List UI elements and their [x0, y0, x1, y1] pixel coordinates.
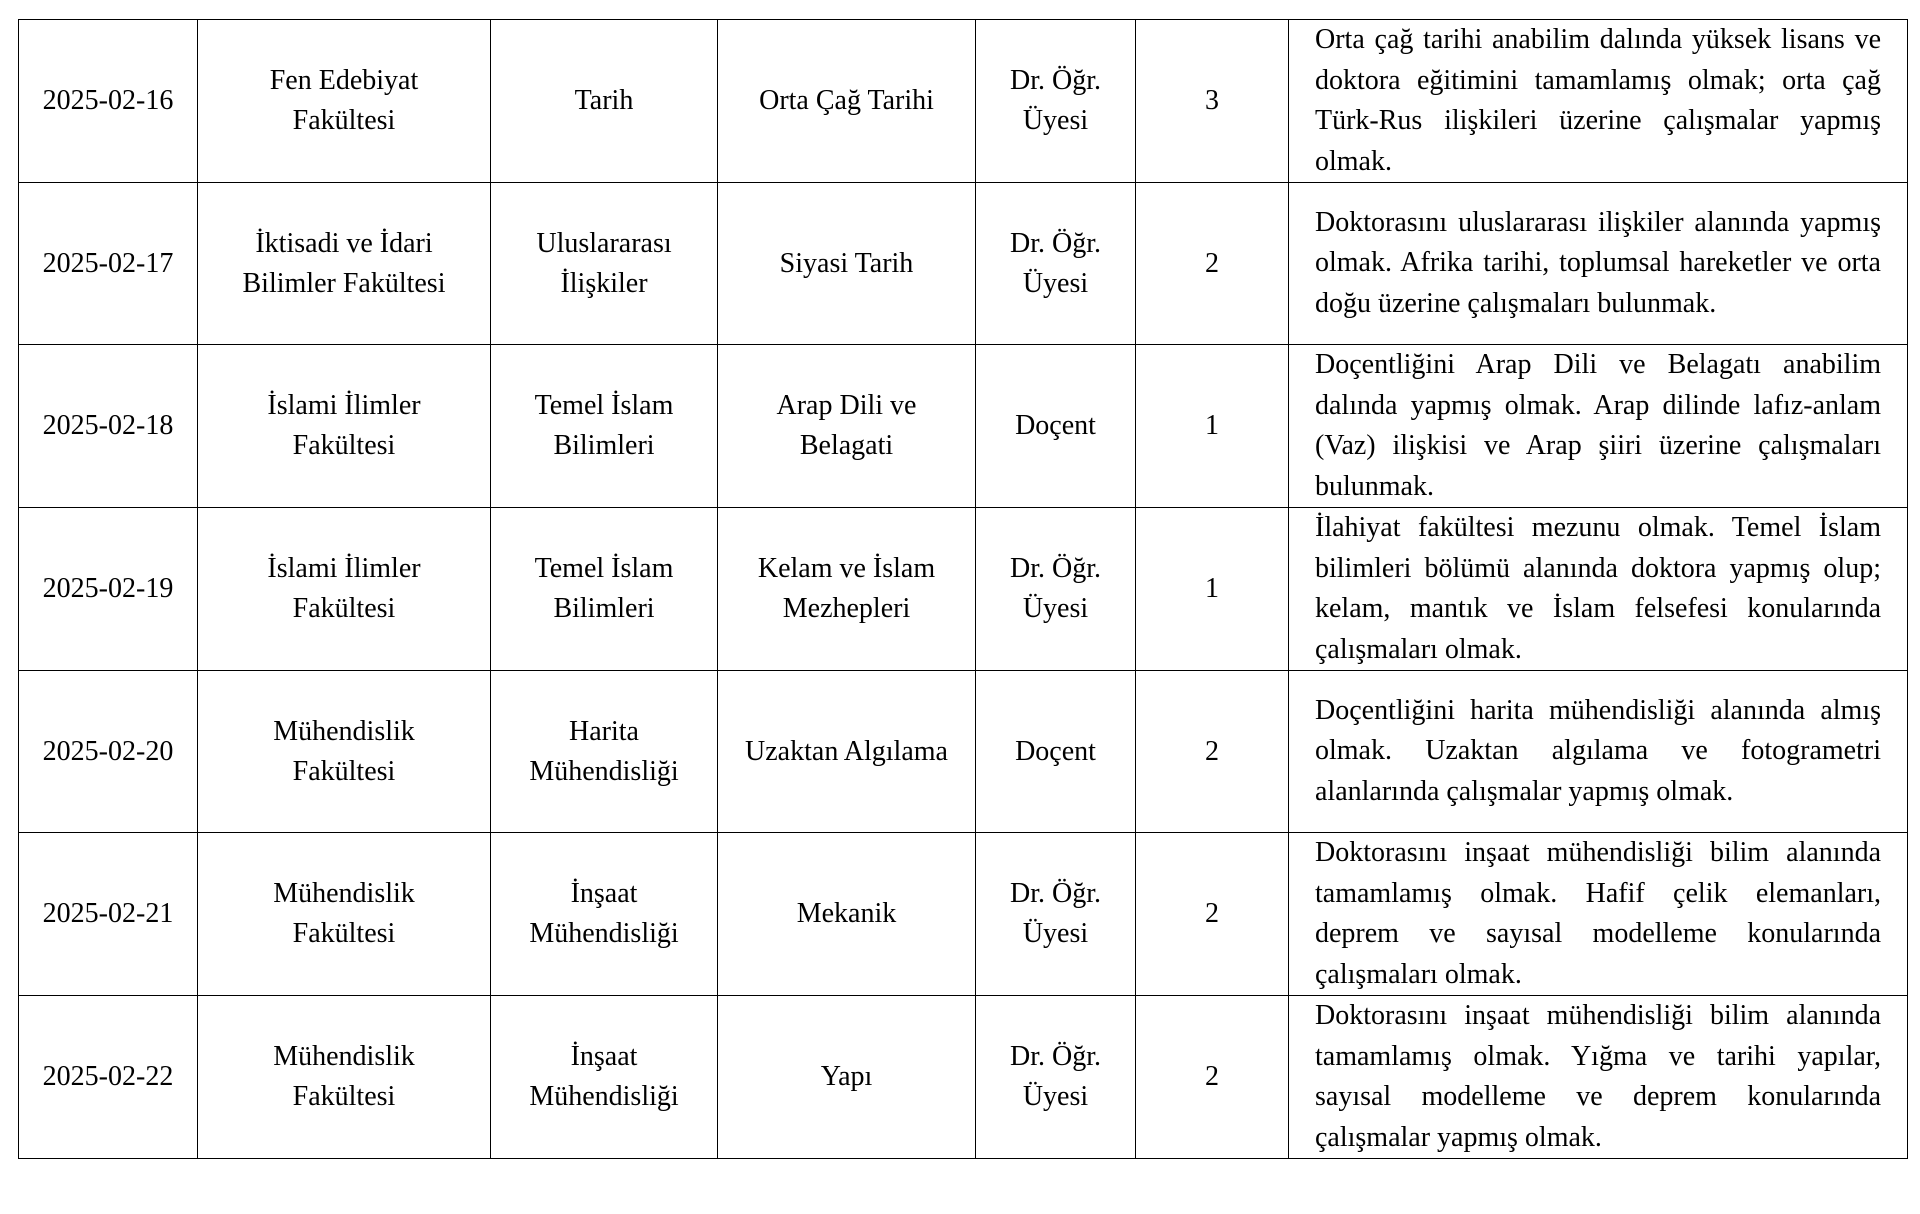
faculty-cell-line: Fakültesi — [292, 430, 396, 461]
position-count-cell-text: 2 — [1205, 1061, 1219, 1092]
department-cell-line: Bilimleri — [553, 430, 655, 461]
position-count-cell — [1136, 833, 1289, 996]
ilan-code-cell-text: 2025-02-20 — [42, 735, 174, 767]
requirements-cell — [1289, 508, 1908, 671]
ilan-code-cell — [19, 671, 198, 833]
requirements-cell — [1289, 20, 1908, 183]
faculty-cell-text — [198, 712, 490, 792]
faculty-cell-line: Bilimler Fakültesi — [242, 267, 446, 299]
department-cell-line: İnşaat — [570, 878, 638, 909]
academic-title-cell — [976, 345, 1136, 508]
faculty-cell-line: İktisadi ve İdari — [255, 227, 433, 259]
ilan-code-cell — [19, 833, 198, 996]
department-cell-line: Temel İslam — [534, 553, 674, 584]
program-cell-text — [718, 732, 975, 772]
faculty-cell-line: Fen Edebiyat — [269, 65, 419, 96]
department-cell-text — [491, 224, 717, 304]
program-cell-text — [718, 81, 975, 121]
faculty-cell — [198, 345, 491, 508]
position-count-cell-text: 2 — [1205, 898, 1219, 929]
position-count-cell-text: 1 — [1205, 410, 1219, 441]
academic-title-cell-text — [976, 224, 1135, 304]
academic-title-cell-line: Dr. Öğr. — [1010, 227, 1101, 259]
ilan-code-cell — [19, 996, 198, 1159]
department-cell — [491, 508, 718, 671]
position-count-cell-text: 2 — [1205, 247, 1219, 279]
department-cell — [491, 345, 718, 508]
requirements-cell — [1289, 345, 1908, 508]
department-cell-line: Tarih — [574, 85, 634, 116]
table-row — [19, 671, 1908, 833]
faculty-cell-text — [198, 224, 490, 304]
table-body — [19, 20, 1908, 1159]
program-cell-line: Orta Çağ Tarihi — [759, 85, 934, 116]
ilan-code-cell — [19, 345, 198, 508]
academic-title-cell-line: Dr. Öğr. — [1010, 553, 1101, 584]
program-cell-text — [718, 1057, 975, 1097]
department-cell-line: Temel İslam — [534, 390, 674, 421]
table-row — [19, 996, 1908, 1159]
ilan-code-cell-text: 2025-02-16 — [42, 85, 174, 116]
department-cell-text — [491, 81, 717, 121]
faculty-cell-text — [198, 61, 490, 141]
requirements-cell-text: Orta çağ tarihi anabilim dalında yüksek lisans ve doktora eğitimini tamamlamış olmak; orta çağ Türk-Rus ilişkileri üzerine çalışmalar yapmış olmak. — [1315, 24, 1881, 177]
requirements-cell-text: Doçentliğini harita mühendisliği alanında almış olmak. Uzaktan algılama ve fotogrametri alanlarında çalışmalar yapmış olmak. — [1315, 694, 1881, 807]
program-cell-text — [718, 894, 975, 934]
faculty-cell-line: Fakültesi — [292, 755, 396, 787]
academic-title-cell-line: Üyesi — [1022, 918, 1089, 949]
department-cell — [491, 20, 718, 183]
academic-title-cell-text — [976, 1037, 1135, 1117]
academic-title-cell-text — [976, 549, 1135, 629]
faculty-cell — [198, 671, 491, 833]
program-cell-line: Kelam ve İslam — [757, 553, 936, 584]
department-cell — [491, 833, 718, 996]
faculty-cell — [198, 833, 491, 996]
program-cell — [718, 508, 976, 671]
faculty-cell-line: Fakültesi — [292, 593, 396, 624]
department-cell-text — [491, 874, 717, 954]
program-cell-line: Mezhepleri — [782, 593, 911, 624]
department-cell-line: Mühendisliği — [529, 918, 679, 949]
department-cell-text — [491, 712, 717, 792]
position-count-cell — [1136, 345, 1289, 508]
program-cell-line: Arap Dili ve — [776, 390, 917, 421]
ilan-code-cell-text: 2025-02-22 — [42, 1061, 174, 1092]
program-cell-line: Yapı — [820, 1061, 873, 1092]
faculty-cell — [198, 183, 491, 345]
academic-title-cell — [976, 508, 1136, 671]
faculty-cell-line: İslami İlimler — [267, 390, 421, 421]
academic-title-cell — [976, 183, 1136, 345]
academic-title-cell-line: Dr. Öğr. — [1010, 65, 1101, 96]
requirements-cell — [1289, 671, 1908, 833]
department-cell-text — [491, 1037, 717, 1117]
table-row — [19, 833, 1908, 996]
program-cell — [718, 183, 976, 345]
academic-title-cell-line: Dr. Öğr. — [1010, 1041, 1101, 1072]
department-cell — [491, 671, 718, 833]
ilan-code-cell — [19, 20, 198, 183]
requirements-cell-text: Doktorasını inşaat mühendisliği bilim alanında tamamlamış olmak. Yığma ve tarihi yapılar, sayısal modelleme ve deprem konularında çalışmalar yapmış olmak. — [1315, 1000, 1881, 1153]
program-cell — [718, 996, 976, 1159]
faculty-cell — [198, 20, 491, 183]
department-cell-line: Uluslararası — [536, 227, 672, 259]
department-cell-text — [491, 386, 717, 466]
program-cell-text — [718, 386, 975, 466]
program-cell — [718, 671, 976, 833]
program-cell — [718, 833, 976, 996]
department-cell-line: Mühendisliği — [529, 1081, 679, 1112]
position-count-cell-text: 1 — [1205, 573, 1219, 604]
position-count-cell — [1136, 20, 1289, 183]
academic-title-cell — [976, 996, 1136, 1159]
department-cell-line: Harita — [569, 715, 639, 747]
requirements-cell-text: Doçentliğini Arap Dili ve Belagatı anabilim dalında yapmış olmak. Arap dilinde lafız-anlam (Vaz) ilişkisi ve Arap şiiri üzerine çalışmaları bulunmak. — [1315, 349, 1881, 502]
program-cell-line: Mekanik — [796, 898, 897, 929]
academic-title-cell-line: Dr. Öğr. — [1010, 878, 1101, 909]
department-cell — [491, 183, 718, 345]
positions-table — [18, 19, 1908, 1159]
faculty-cell-text — [198, 549, 490, 629]
requirements-cell — [1289, 996, 1908, 1159]
faculty-cell — [198, 996, 491, 1159]
ilan-code-cell-text: 2025-02-17 — [42, 247, 174, 279]
position-count-cell-text: 3 — [1205, 85, 1219, 116]
ilan-code-cell-text: 2025-02-19 — [42, 573, 174, 604]
department-cell-line: Mühendisliği — [529, 755, 679, 787]
faculty-cell-line: İslami İlimler — [267, 553, 421, 584]
ilan-code-cell-text: 2025-02-21 — [42, 898, 174, 929]
faculty-cell-line: Fakültesi — [292, 918, 396, 949]
table-row — [19, 345, 1908, 508]
requirements-cell-text: İlahiyat fakültesi mezunu olmak. Temel İslam bilimleri bölümü alanında doktora yapmış olup; kelam, mantık ve İslam felsefesi konularında çalışmaları olmak. — [1315, 512, 1881, 665]
ilan-code-cell-text: 2025-02-18 — [42, 410, 174, 441]
requirements-cell-text: Doktorasını inşaat mühendisliği bilim alanında tamamlamış olmak. Hafif çelik elemanları, deprem ve sayısal modelleme konularında çalışmaları olmak. — [1315, 837, 1881, 990]
academic-title-cell-text — [976, 406, 1135, 446]
department-cell-line: Bilimleri — [553, 593, 655, 624]
faculty-cell-line: Fakültesi — [292, 105, 396, 136]
department-cell — [491, 996, 718, 1159]
position-count-cell — [1136, 671, 1289, 833]
faculty-cell-text — [198, 874, 490, 954]
academic-title-cell-line: Üyesi — [1022, 1081, 1089, 1112]
program-cell-line: Belagati — [799, 430, 894, 461]
department-cell-line: İlişkiler — [560, 267, 648, 299]
department-cell-text — [491, 549, 717, 629]
position-count-cell-text: 2 — [1205, 735, 1219, 767]
program-cell-text — [718, 549, 975, 629]
academic-title-cell-line: Üyesi — [1022, 593, 1089, 624]
faculty-cell-text — [198, 386, 490, 466]
department-cell-line: İnşaat — [570, 1041, 638, 1072]
table-row — [19, 183, 1908, 345]
faculty-cell-line: Fakültesi — [292, 1081, 396, 1112]
academic-title-cell-text — [976, 61, 1135, 141]
requirements-cell — [1289, 183, 1908, 345]
program-cell-line: Uzaktan Algılama — [745, 735, 948, 767]
program-cell-text — [718, 244, 975, 284]
program-cell-line: Siyasi Tarih — [779, 247, 914, 279]
faculty-cell-text — [198, 1037, 490, 1117]
academic-title-cell-line: Üyesi — [1022, 105, 1089, 136]
academic-title-cell-text — [976, 874, 1135, 954]
faculty-cell-line: Mühendislik — [273, 1041, 415, 1072]
table-row — [19, 508, 1908, 671]
position-count-cell — [1136, 183, 1289, 345]
faculty-cell-line: Mühendislik — [273, 715, 415, 747]
requirements-cell — [1289, 833, 1908, 996]
academic-title-cell-text — [976, 732, 1135, 772]
academic-title-cell-line: Doçent — [1015, 735, 1096, 767]
academic-title-cell — [976, 20, 1136, 183]
academic-title-cell — [976, 671, 1136, 833]
ilan-code-cell — [19, 183, 198, 345]
ilan-code-cell — [19, 508, 198, 671]
requirements-cell-text: Doktorasını uluslararası ilişkiler alanında yapmış olmak. Afrika tarihi, toplumsal hareketler ve orta doğu üzerine çalışmaları bulunmak. — [1315, 206, 1881, 319]
program-cell — [718, 20, 976, 183]
academic-title-cell-line: Üyesi — [1022, 267, 1089, 299]
table-row — [19, 20, 1908, 183]
academic-title-cell — [976, 833, 1136, 996]
academic-title-cell-line: Doçent — [1015, 410, 1096, 441]
position-count-cell — [1136, 996, 1289, 1159]
faculty-cell-line: Mühendislik — [273, 878, 415, 909]
faculty-cell — [198, 508, 491, 671]
program-cell — [718, 345, 976, 508]
position-count-cell — [1136, 508, 1289, 671]
